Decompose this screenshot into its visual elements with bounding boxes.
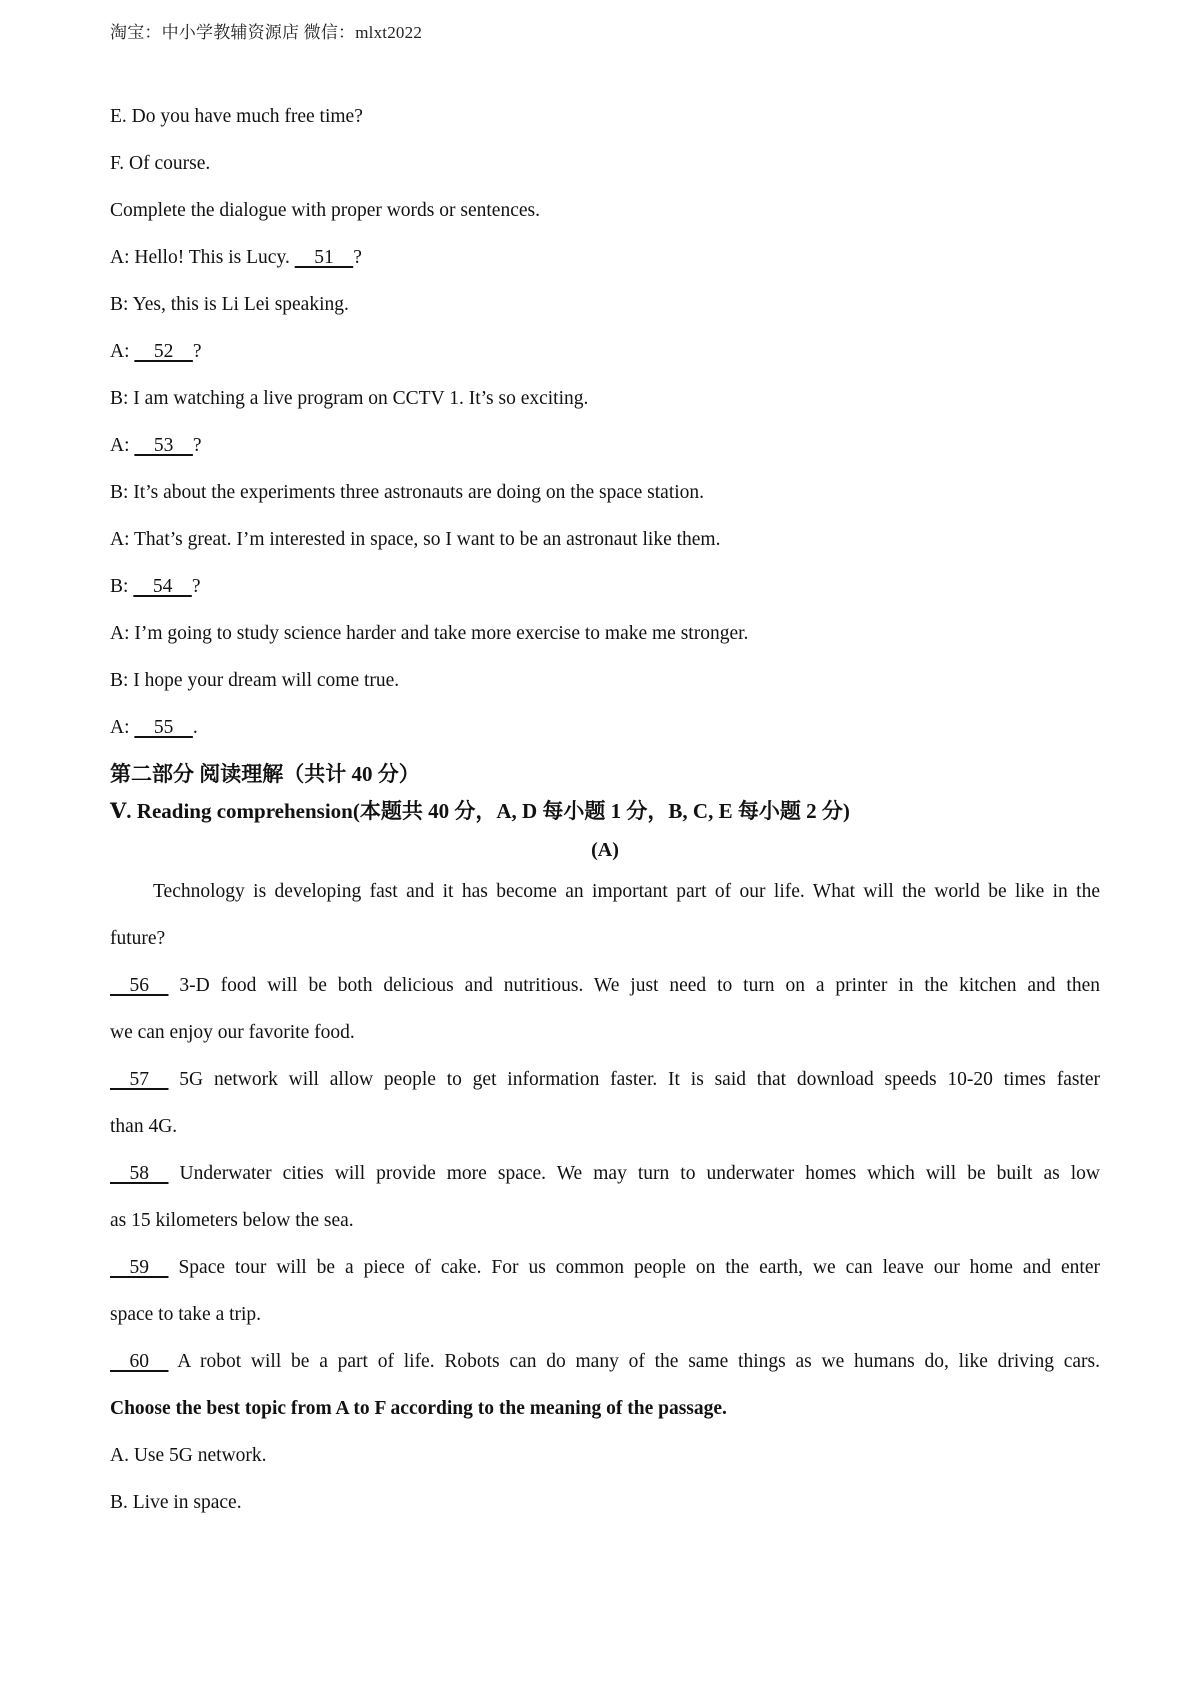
intro-line-2: future? [110, 928, 166, 949]
dialogue-line-9: A: I’m going to study science harder and take more exercise to make me stronger. [110, 623, 749, 644]
passage-label: (A) [591, 839, 619, 861]
option-b: B. Live in space. [110, 1492, 242, 1513]
dialogue-line-3: A: 52 ? [110, 341, 202, 362]
part-two-title: 第二部分 阅读理解（共计 40 分） [110, 762, 420, 786]
item-56-line-1: 56 3-D food will be both delicious and nutritious. We just need to turn on a printer in the kitchen and then [110, 975, 1100, 996]
section-v-title: Ⅴ. Reading comprehension(本题共 40 分，A, D 每小题 1 分，B, C, E 每小题 2 分) [110, 799, 850, 823]
dialogue-line-8: B: 54 ? [110, 576, 201, 597]
dialogue-line-5: A: 53 ? [110, 435, 202, 456]
dialogue-line-10: B: I hope your dream will come true. [110, 670, 400, 691]
page-header-watermark: 淘宝：中小学教辅资源店 微信：mlxt2022 [110, 23, 423, 42]
answer-blank-55: 55 [134, 717, 193, 738]
dialogue-instruction: Complete the dialogue with proper words or sentences. [110, 200, 540, 221]
dialogue-line-1: A: Hello! This is Lucy. 51 ? [110, 247, 362, 268]
option-f: F. Of course. [110, 153, 211, 174]
answer-blank-54: 54 [133, 576, 192, 597]
answer-blank-59: 59 [110, 1257, 169, 1278]
dialogue-line-4: B: I am watching a live program on CCTV 1. It’s so exciting. [110, 388, 589, 409]
item-57-line-1: 57 5G network will allow people to get information faster. It is said that download speeds 10-20 times faster [110, 1069, 1100, 1090]
answer-blank-58: 58 [110, 1163, 169, 1184]
item-57-line-2: than 4G. [110, 1116, 178, 1137]
answer-blank-56: 56 [110, 975, 169, 996]
dialogue-line-11: A: 55 . [110, 717, 198, 738]
answer-blank-51: 51 [294, 247, 354, 268]
topic-instruction: Choose the best topic from A to F according to the meaning of the passage. [110, 1398, 727, 1419]
answer-blank-57: 57 [110, 1069, 169, 1090]
item-59-line-1: 59 Space tour will be a piece of cake. For us common people on the earth, we can leave our home and enter [110, 1257, 1100, 1278]
item-56-line-2: we can enjoy our favorite food. [110, 1022, 355, 1043]
intro-line-1: Technology is developing fast and it has become an important part of our life. What will the world be like in the [153, 881, 1100, 902]
answer-blank-53: 53 [134, 435, 193, 456]
answer-blank-60: 60 [110, 1351, 169, 1372]
option-e: E. Do you have much free time? [110, 106, 363, 127]
answer-blank-52: 52 [134, 341, 193, 362]
item-60-line-1: 60 A robot will be a part of life. Robots can do many of the same things as we humans do, like driving cars. [110, 1351, 1100, 1372]
item-59-line-2: space to take a trip. [110, 1304, 262, 1325]
option-a: A. Use 5G network. [110, 1445, 267, 1466]
item-58-line-1: 58 Underwater cities will provide more space. We may turn to underwater homes which will be built as low [110, 1163, 1100, 1184]
item-58-line-2: as 15 kilometers below the sea. [110, 1210, 354, 1231]
dialogue-line-2: B: Yes, this is Li Lei speaking. [110, 294, 349, 315]
dialogue-line-6: B: It’s about the experiments three astronauts are doing on the space station. [110, 482, 705, 503]
dialogue-line-7: A: That’s great. I’m interested in space, so I want to be an astronaut like them. [110, 529, 721, 550]
